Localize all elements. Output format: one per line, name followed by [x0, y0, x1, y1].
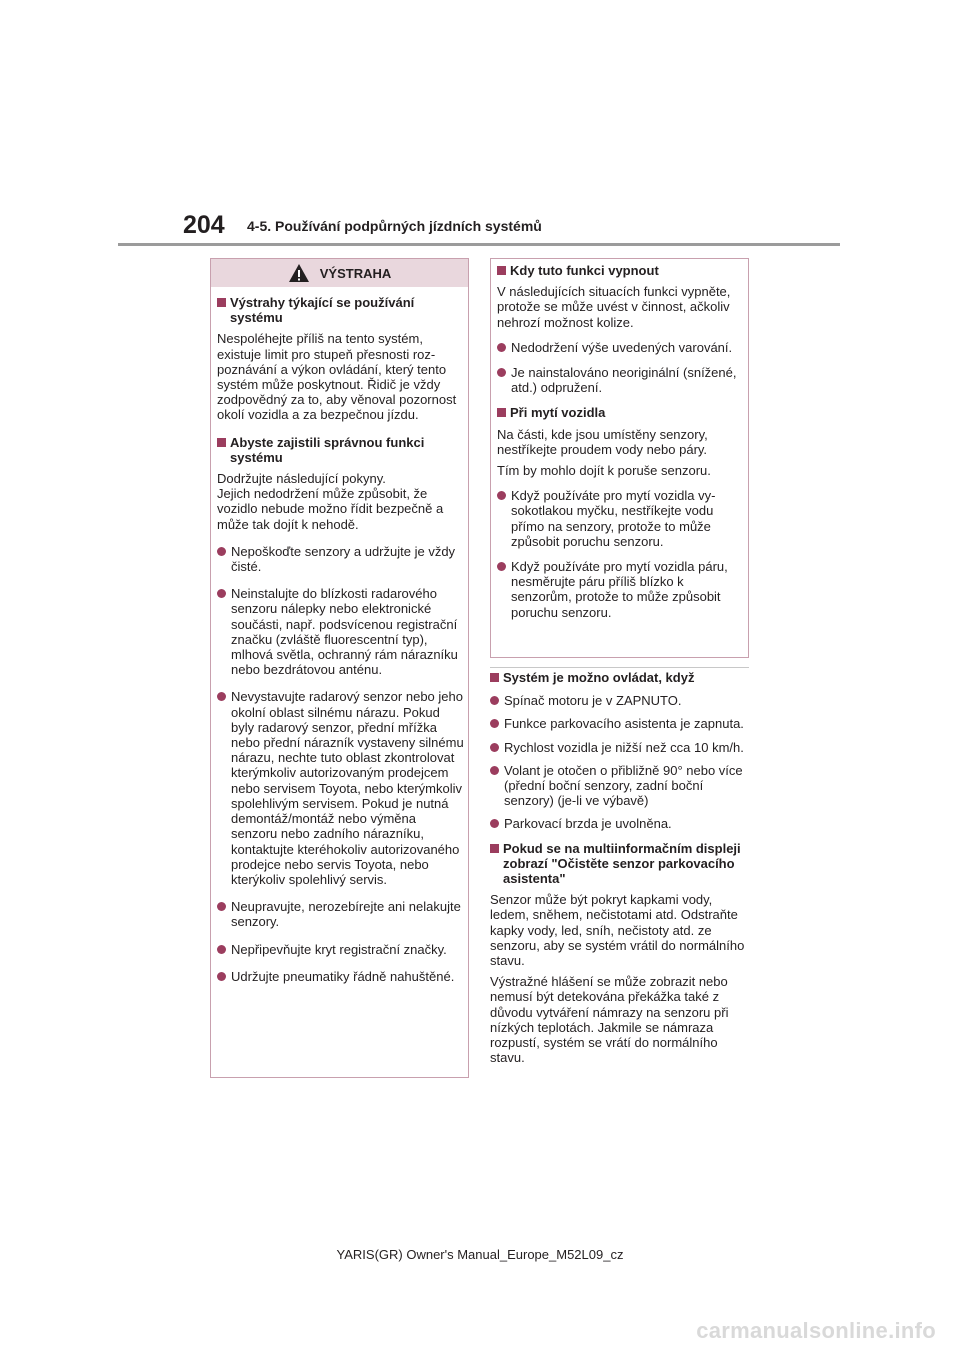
- list-item: Neinstalujte do blízkosti radarového senzoru nálepky nebo elektronické součásti, např. podsvícenou registrační značku (zvláště fluorescentní typ), mlhová světla, ochranný rám nárazníku nebo bezdrátovou anténu.: [217, 586, 464, 677]
- list-item: Funkce parkovacího asistenta je zapnuta.: [490, 716, 752, 731]
- round-bullet-icon: [217, 945, 226, 954]
- list-item: Volant je otočen o přibližně 90° nebo více (přední boční senzory, zadní boční senzory) (je-li ve výbavě): [490, 763, 752, 809]
- warning-heading-1: Výstrahy týkající se používání systému: [217, 295, 464, 325]
- square-bullet-icon: [490, 844, 499, 853]
- round-bullet-icon: [490, 819, 499, 828]
- round-bullet-icon: [490, 696, 499, 705]
- list-item: Rychlost vozidla je nižší než cca 10 km/h.: [490, 740, 752, 755]
- list-item: Spínač motoru je v ZAPNUTO.: [490, 693, 752, 708]
- info-paragraph: V následujících situacích funkci vypněte, protože se může uvést v činnost, ačkoliv nehrozí možnost kolize.: [497, 284, 731, 330]
- section-divider: [490, 667, 749, 668]
- watermark: carmanualsonline.info: [696, 1318, 936, 1343]
- page-number: 204: [183, 211, 225, 239]
- info-box: [490, 258, 749, 658]
- square-bullet-icon: [490, 673, 499, 682]
- info-heading-1: Kdy tuto funkci vypnout: [497, 263, 744, 278]
- warning-box: [210, 258, 469, 1078]
- header-rule: [118, 243, 840, 246]
- list-item: Nedodržení výše uvedených varování.: [497, 340, 744, 355]
- round-bullet-icon: [497, 491, 506, 500]
- main-paragraph: Výstražné hlášení se může zobrazit nebo nemusí být detekována překážka také z důvodu vytváření námrazy na senzoru při nízkých teplotách. Jakmile se námraza rozpustí, systém se vrátí do normálního stavu.: [490, 974, 729, 1066]
- round-bullet-icon: [490, 719, 499, 728]
- round-bullet-icon: [217, 902, 226, 911]
- info-paragraph: Tím by mohlo dojít k poruše senzoru.: [497, 463, 711, 479]
- round-bullet-icon: [217, 692, 226, 701]
- round-bullet-icon: [217, 589, 226, 598]
- round-bullet-icon: [497, 562, 506, 571]
- list-item: Parkovací brzda je uvolněna.: [490, 816, 752, 831]
- square-bullet-icon: [217, 298, 226, 307]
- list-item: Když používáte pro mytí vozidla vysokotlakou myčku, nestříkejte vodu přímo na senzory, protože to může způsobit poruchu senzoru.: [497, 488, 744, 549]
- warning-paragraph: Jejich nedodržení může způsobit, že vozidlo nebude možno řídit bezpečně a může tak dojít k nehodě.: [217, 486, 444, 532]
- square-bullet-icon: [497, 266, 506, 275]
- round-bullet-icon: [497, 368, 506, 377]
- main-column: [490, 670, 752, 1065]
- round-bullet-icon: [490, 743, 499, 752]
- warning-heading-2: Abyste zajistili správnou funkci systému: [217, 435, 464, 465]
- list-item: Je nainstalováno neoriginální (snížené, atd.) odpružení.: [497, 365, 744, 395]
- warning-paragraph: Nespoléhejte příliš na tento systém, existuje limit pro stupeň přesnosti rozpoznávání a výkon ovládání, který tento systém může poskytnout. Řidič je vždy zodpovědný za to, aby věnoval pozornost okolí vozidla a za bezpečnou jízdu.: [217, 331, 457, 423]
- warning-title: VÝSTRAHA: [319, 265, 392, 281]
- section-title: 4-5. Používání podpůrných jízdních systémů: [247, 218, 542, 234]
- round-bullet-icon: [217, 972, 226, 981]
- list-item: Nevystavujte radarový senzor nebo jeho okolní oblast silnému nárazu. Pokud byly radarový senzor, přední mřížka nebo přední nárazník vystaveny silnému nárazu, nechte tuto oblast zkontrolovat kterýmkoliv autorizovaným prodejcem nebo servisem Toyota, nebo kterýmkoliv spolehlivým servisem. Pokud je nutná demontáž/montáž nebo výměna senzoru nebo zadního nárazníku, kontaktujte kteréhokoliv autorizovaného prodejce nebo servis Toyota, nebo kterýkoliv spolehlivý servis.: [217, 689, 464, 887]
- main-heading-1: Systém je možno ovládat, když: [490, 670, 752, 685]
- footer-text: YARIS(GR) Owner's Manual_Europe_M52L09_cz: [336, 1247, 624, 1262]
- square-bullet-icon: [217, 438, 226, 447]
- warning-paragraph: Dodržujte následující pokyny.: [217, 471, 386, 487]
- square-bullet-icon: [497, 408, 506, 417]
- main-paragraph: Senzor může být pokryt kapkami vody, ledem, sněhem, nečistotami atd. Odstraňte kapky vody, led, sníh, nečistoty atd. ze senzoru, aby se systém vrátil do normálního stavu.: [490, 892, 745, 969]
- list-item: Když používáte pro mytí vozidla páru, nesměrujte páru příliš blízko k senzorům, protože to může způsobit poruchu senzoru.: [497, 559, 744, 620]
- list-item: Neupravujte, nerozebírejte ani nelakujte senzory.: [217, 899, 464, 929]
- main-heading-2: Pokud se na multiinformačním displeji zobrazí "Očistěte senzor parkovacího asistenta": [490, 841, 752, 887]
- warning-header: [211, 259, 468, 287]
- warning-triangle-icon: [288, 263, 310, 283]
- round-bullet-icon: [490, 766, 499, 775]
- info-paragraph: Na části, kde jsou umístěny senzory, nestříkejte proudem vody nebo páry.: [497, 426, 708, 457]
- list-item: Nepřipevňujte kryt registrační značky.: [217, 942, 464, 957]
- info-heading-2: Při mytí vozidla: [497, 405, 744, 420]
- list-item: Udržujte pneumatiky řádně nahuštěné.: [217, 969, 464, 984]
- round-bullet-icon: [217, 547, 226, 556]
- list-item: Nepoškoďte senzory a udržujte je vždy čisté.: [217, 544, 464, 574]
- round-bullet-icon: [497, 343, 506, 352]
